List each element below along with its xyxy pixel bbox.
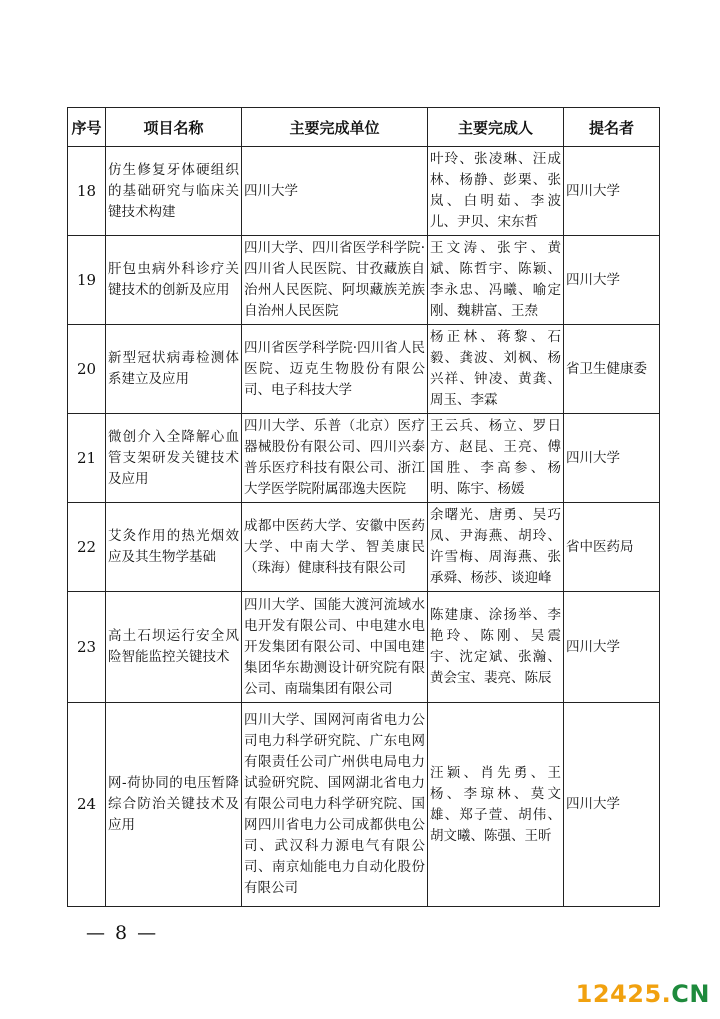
completion-units: 四川大学、乐普（北京）医疗器械股份有限公司、四川兴泰普乐医疗科技有限公司、浙江大学医学院附属邵逸夫医院: [242, 414, 428, 503]
watermark-logo: [576, 980, 710, 1008]
completion-people: 叶玲、张凌琳、汪成林、杨静、彭栗、张岚、白明茹、李波儿、尹贝、宋东哲: [428, 147, 564, 236]
nominator: 四川大学: [564, 414, 660, 503]
nominator: 省中医药局: [564, 503, 660, 592]
completion-people: 余曙光、唐勇、吴巧凤、尹海燕、胡玲、许雪梅、周海燕、张承舜、杨莎、谈迎峰: [428, 503, 564, 592]
project-name: 微创介入全降解心血管支架研发关键技术及应用: [106, 414, 242, 503]
table-row: [68, 703, 660, 907]
completion-units: 四川大学、四川省医学科学院·四川省人民医院、甘孜藏族自治州人民医院、阿坝藏族羌族自治州人民医院: [242, 236, 428, 325]
project-name: 艾灸作用的热光烟效应及其生物学基础: [106, 503, 242, 592]
row-number: 19: [68, 236, 106, 325]
nominator: 四川大学: [564, 592, 660, 703]
page-number: — 8 —: [86, 922, 159, 944]
completion-units: 四川大学、国能大渡河流域水电开发有限公司、中电建水电开发集团有限公司、中国电建集团华东勘测设计研究院有限公司、南瑞集团有限公司: [242, 592, 428, 703]
header-project-name: 项目名称: [106, 108, 242, 147]
row-number: 21: [68, 414, 106, 503]
row-number: 20: [68, 325, 106, 414]
completion-units: 四川大学: [242, 147, 428, 236]
completion-people: 王文涛、张宇、黄斌、陈哲宇、陈颖、李永忠、冯曦、喻定刚、魏耕富、王焘: [428, 236, 564, 325]
project-name: 新型冠状病毒检测体系建立及应用: [106, 325, 242, 414]
table-row: [68, 592, 660, 703]
row-number: 24: [68, 703, 106, 907]
header-row: [68, 108, 660, 147]
watermark-tld: CN: [671, 980, 710, 1008]
header-no: 序号: [68, 108, 106, 147]
completion-people: 陈建康、涂扬举、李艳玲、陈刚、吴震宇、沈定斌、张瀚、黄会宝、裴亮、陈辰: [428, 592, 564, 703]
project-name: 肝包虫病外科诊疗关键技术的创新及应用: [106, 236, 242, 325]
completion-units: 四川大学、国网河南省电力公司电力科学研究院、广东电网有限责任公司广州供电局电力试验研究院、国网湖北省电力有限公司电力科学研究院、国网四川省电力公司成都供电公司、武汉科力源电气有限公司、南京灿能电力自动化股份有限公司: [242, 703, 428, 907]
completion-people: 汪颖、肖先勇、王杨、李琼林、莫文雄、郑子萱、胡伟、胡文曦、陈强、王昕: [428, 703, 564, 907]
table-body: [68, 147, 660, 907]
table-row: [68, 147, 660, 236]
project-name: 网-荷协同的电压暂降综合防治关键技术及应用: [106, 703, 242, 907]
completion-people: 杨正林、蒋黎、石毅、龚波、刘枫、杨兴祥、钟凌、黄龚、周玉、李霖: [428, 325, 564, 414]
watermark-digits: 12425: [575, 980, 662, 1008]
nominator: 四川大学: [564, 147, 660, 236]
nominator: 四川大学: [564, 703, 660, 907]
completion-units: 四川省医学科学院·四川省人民医院、迈克生物股份有限公司、电子科技大学: [242, 325, 428, 414]
project-name: 高土石坝运行安全风险智能监控关键技术: [106, 592, 242, 703]
header-nominator: 提名者: [564, 108, 660, 147]
table-row: [68, 503, 660, 592]
table-header: [68, 108, 660, 147]
header-units: 主要完成单位: [242, 108, 428, 147]
project-name: 仿生修复牙体硬组织的基础研究与临床关键技术构建: [106, 147, 242, 236]
row-number: 22: [68, 503, 106, 592]
award-table: [67, 107, 660, 907]
completion-people: 王云兵、杨立、罗日方、赵昆、王亮、傅国胜、李高参、杨明、陈宇、杨媛: [428, 414, 564, 503]
table-row: [68, 236, 660, 325]
header-people: 主要完成人: [428, 108, 564, 147]
table-row: [68, 414, 660, 503]
nominator: 四川大学: [564, 236, 660, 325]
row-number: 18: [68, 147, 106, 236]
table-row: [68, 325, 660, 414]
watermark-dot: .: [661, 980, 672, 1008]
row-number: 23: [68, 592, 106, 703]
nominator: 省卫生健康委: [564, 325, 660, 414]
completion-units: 成都中医药大学、安徽中医药大学、中南大学、智美康民（珠海）健康科技有限公司: [242, 503, 428, 592]
